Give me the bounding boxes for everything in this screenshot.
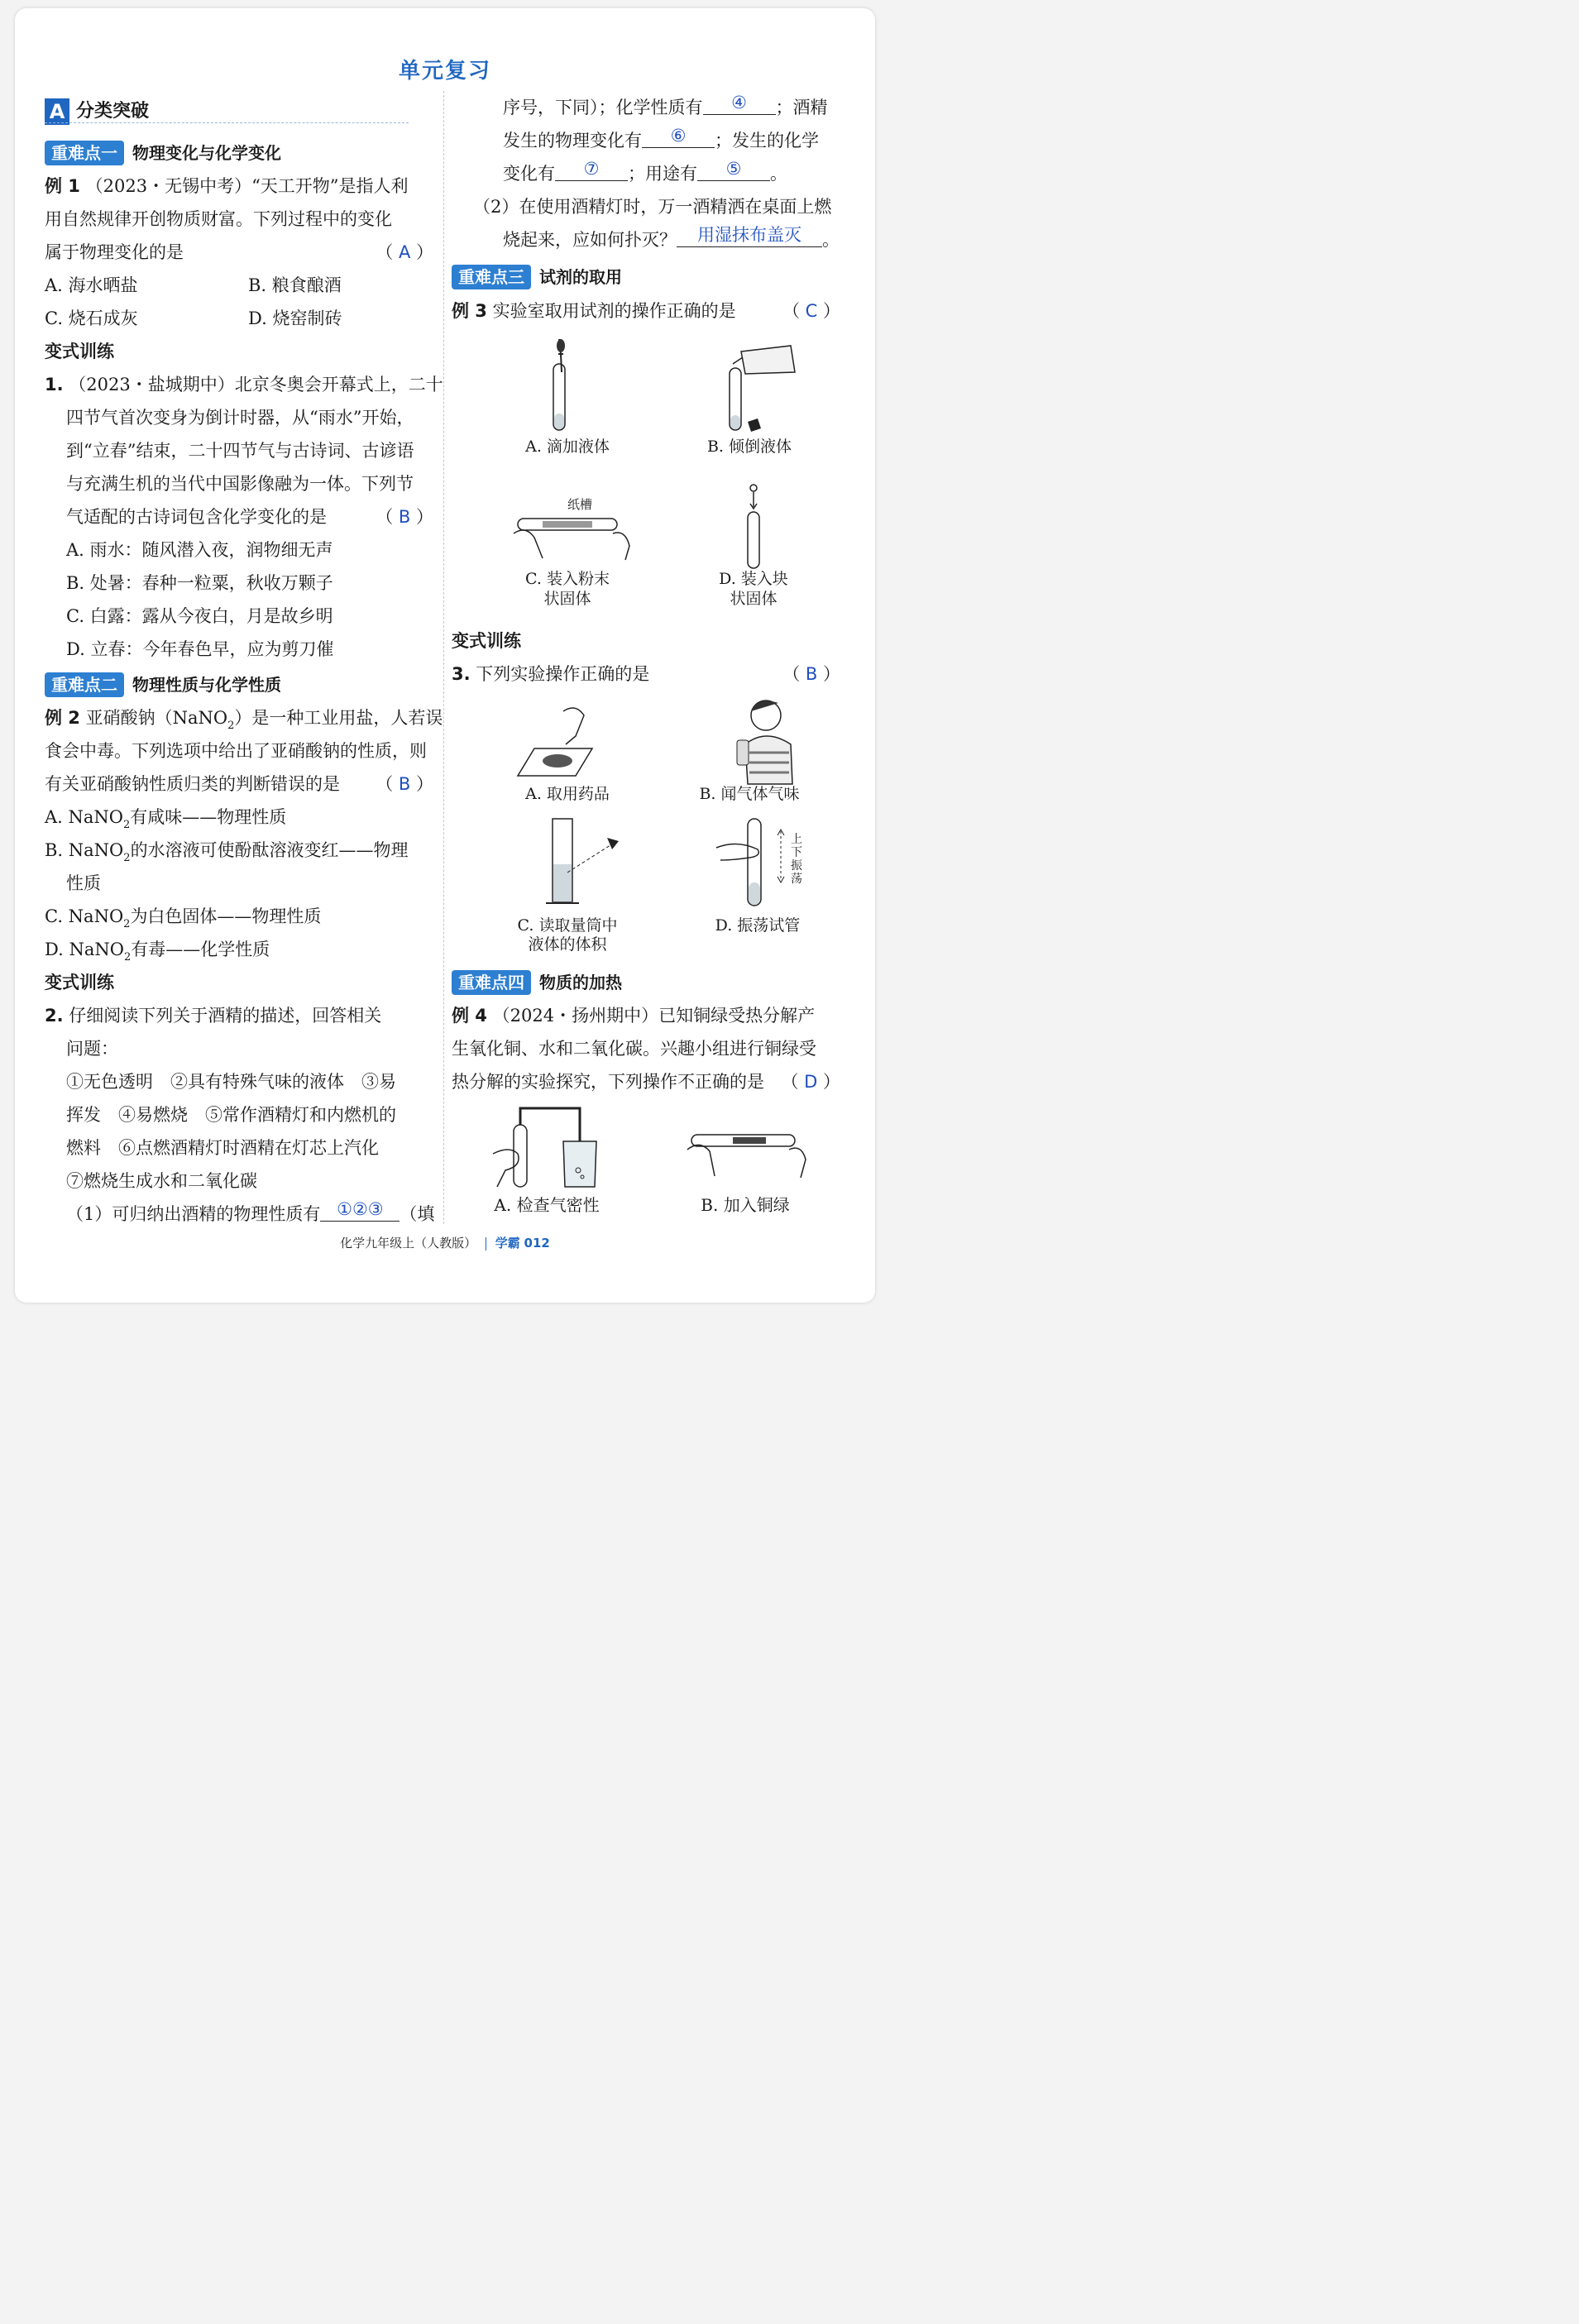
q1-option-a: A. 雨水：随风潜入夜，润物细无声 xyxy=(66,540,333,560)
q2-line1 xyxy=(45,999,381,1032)
ex1-line2: 用自然规律开创物质财富。下列过程中的变化 xyxy=(45,209,392,229)
ex1-option-b: B. 粮食酿酒 xyxy=(248,275,342,295)
q1-line5 xyxy=(66,500,433,533)
kp4-title: 物质的加热 xyxy=(539,973,622,992)
q3-fig-d-label-3: 振 xyxy=(791,859,802,873)
q3-fig-c-caption-2: 液体的体积 xyxy=(528,935,607,954)
ex2-d-post: 有毒——化学性质 xyxy=(131,940,270,959)
ex3-answer-bracket: （ C ） xyxy=(782,301,840,321)
q1-line3: 到“立春”结束，二十四节气与古诗词、古谚语 xyxy=(66,441,414,461)
ex2-label: 例 2 xyxy=(45,708,80,728)
q2-r2-answer: ⑥ xyxy=(642,124,715,148)
q3-fig-d-caption: D. 振荡试管 xyxy=(715,916,801,935)
ex2-c-post: 为白色固体——物理性质 xyxy=(130,906,322,926)
ex4-line3 xyxy=(452,1065,840,1098)
q2-r3-answer2: ⑤ xyxy=(697,157,770,181)
ex4-text1: （2024・扬州期中）已知铜绿受热分解产 xyxy=(492,1006,816,1026)
kp1-badge: 重难点一 xyxy=(45,141,124,165)
ex1-line1 xyxy=(45,170,409,203)
ex3-fig-c-caption-2: 状固体 xyxy=(543,590,591,608)
q1-num: 1. xyxy=(45,375,64,395)
q2-p2-post: 。 xyxy=(822,230,840,250)
ex2-c-sub: 2 xyxy=(123,918,131,930)
ex2-answer: B xyxy=(398,774,411,794)
q2-cont-line3 xyxy=(503,157,787,190)
q2-part2-line1: （2）在使用酒精灯时，万一酒精洒在桌面上燃 xyxy=(473,197,832,217)
ex3-fig-d-caption-2: 状固体 xyxy=(730,590,778,608)
ex4-label: 例 4 xyxy=(452,1006,487,1026)
ex1-option-d: D. 烧窑制砖 xyxy=(248,308,342,328)
ex2-option-d xyxy=(45,933,270,969)
kp2-badge: 重难点二 xyxy=(45,672,124,697)
q3-fig-d-label-2: 下 xyxy=(791,846,802,859)
train2-heading: 变式训练 xyxy=(45,973,114,992)
q3-fig-a-caption: A. 取用药品 xyxy=(525,785,610,803)
dropper-figure xyxy=(538,339,588,438)
q2-p1-pre: （1）可归纳出酒精的物理性质有 xyxy=(66,1204,321,1224)
q1-answer-bracket: （ B ） xyxy=(376,507,433,527)
q2-r3-answer1: ⑦ xyxy=(555,157,628,181)
ex2-line3 xyxy=(45,767,433,801)
q2-r2-post: ；发生的化学 xyxy=(715,131,819,151)
ex3-fig-c-caption-1: C. 装入粉末 xyxy=(525,570,610,588)
section-rule xyxy=(45,122,409,123)
ex2-l1-post: ）是一种工业用盐，人若误 xyxy=(234,708,443,728)
q2-r1-post: ；酒精 xyxy=(775,98,828,117)
q2-item-line4: ⑦燃烧生成水和二氧化碳 xyxy=(66,1171,257,1191)
q2-line2: 问题： xyxy=(66,1039,118,1059)
ex2-option-a xyxy=(45,801,286,837)
q3-num: 3. xyxy=(452,664,471,684)
ex1-option-c: C. 烧石成灰 xyxy=(45,308,138,328)
q2-cont-line2 xyxy=(503,124,819,157)
take-drug-figure xyxy=(518,703,609,777)
q2-part2-line2 xyxy=(503,223,840,256)
key-point-2 xyxy=(45,668,281,701)
q1-text5: 气适配的古诗词包含化学变化的是 xyxy=(66,507,327,527)
q1-answer: B xyxy=(398,507,411,527)
ex3-fig-b-caption: B. 倾倒液体 xyxy=(706,438,792,456)
q2-p2-answer: 用湿抹布盖灭 xyxy=(677,223,822,247)
ex2-line1 xyxy=(45,701,443,738)
section-header xyxy=(45,95,149,128)
q2-item-line2: 挥发 ④易燃烧 ⑤常作酒精灯和内燃机的 xyxy=(66,1105,396,1125)
ex2-a-sub: 2 xyxy=(123,819,131,831)
ex2-option-b xyxy=(45,834,409,870)
ex2-line2: 食会中毒。下列选项中给出了亚硝酸钠的性质，则 xyxy=(45,741,427,761)
ex2-option-b-cont: 性质 xyxy=(66,873,101,893)
ex2-option-c xyxy=(45,900,321,936)
q1-line2: 四节气首次变身为倒计时器，从“雨水”开始， xyxy=(66,408,414,428)
footer-brand: 学霸 xyxy=(495,1236,520,1250)
q2-r3-pre: 变化有 xyxy=(503,164,555,184)
ex4-fig-b-caption: B. 加入铜绿 xyxy=(701,1195,790,1215)
pouring-figure xyxy=(716,339,807,438)
ex1-line3 xyxy=(45,236,433,269)
q2-text1: 仔细阅读下列关于酒精的描述，回答相关 xyxy=(69,1006,382,1026)
kp4-badge: 重难点四 xyxy=(452,970,531,995)
ex1-option-a: A. 海水晒盐 xyxy=(45,275,138,295)
kp3-badge: 重难点三 xyxy=(452,265,531,289)
cylinder-figure xyxy=(534,815,625,910)
ex3-label: 例 3 xyxy=(452,301,487,321)
q2-p2-pre: 烧起来，应如何扑灭？ xyxy=(503,230,677,250)
q2-item-line3: 燃料 ⑥点燃酒精灯时酒精在灯芯上汽化 xyxy=(66,1138,379,1158)
q2-p1-post: （填 xyxy=(400,1204,435,1224)
column-divider xyxy=(443,91,444,1224)
section-label: 分类突破 xyxy=(76,101,150,122)
q3-line xyxy=(452,658,840,691)
ex3-line xyxy=(452,294,840,328)
ex4-answer: D xyxy=(804,1072,818,1092)
q2-cont-line1 xyxy=(503,91,828,124)
ex2-d-pre: D. NaNO xyxy=(45,940,124,959)
train1-heading: 变式训练 xyxy=(45,342,114,361)
key-point-3 xyxy=(452,261,622,294)
ex3-fig-d-caption-1: D. 装入块 xyxy=(719,570,788,588)
footer-page-number: 012 xyxy=(524,1236,550,1250)
kp3-title: 试剂的取用 xyxy=(539,267,622,287)
kp1-title: 物理变化与化学变化 xyxy=(132,143,281,163)
q3-fig-c-caption-1: C. 读取量筒中 xyxy=(517,916,618,935)
shake-tube-figure xyxy=(716,815,791,910)
q1-line4: 与充满生机的当代中国影像融为一体。下列节 xyxy=(66,474,414,494)
ex1-answer-bracket: （ A ） xyxy=(376,242,433,262)
ex1-text3: 属于物理变化的是 xyxy=(45,242,184,262)
ex3-fig-a-caption: A. 滴加液体 xyxy=(525,438,610,456)
ex4-fig-a-caption: A. 检查气密性 xyxy=(494,1195,600,1215)
ex4-line1 xyxy=(452,999,815,1032)
key-point-1 xyxy=(45,136,281,170)
ex1-answer: A xyxy=(398,242,411,262)
block-solid-figure xyxy=(737,484,770,571)
q1-option-b: B. 处暑：春种一粒粟，秋收万颗子 xyxy=(66,573,333,593)
q2-num: 2. xyxy=(45,1006,64,1026)
airtight-figure xyxy=(489,1104,605,1191)
footer xyxy=(15,1234,875,1251)
q2-r3-mid: ；用途有 xyxy=(628,164,697,184)
q3-answer-bracket: （ B ） xyxy=(782,664,840,684)
ex2-c-pre: C. NaNO xyxy=(45,906,124,926)
ex3-text: 实验室取用试剂的操作正确的是 xyxy=(492,301,736,321)
ex4-line2: 生氧化铜、水和二氧化碳。兴趣小组进行铜绿受 xyxy=(452,1039,816,1059)
q3-fig-d-label-4: 荡 xyxy=(791,873,802,886)
ex2-answer-bracket: （ B ） xyxy=(376,774,433,794)
ex2-l1-sub: 2 xyxy=(227,720,235,732)
q2-r1-answer: ④ xyxy=(703,91,776,115)
ex2-b-sub: 2 xyxy=(123,852,131,864)
q2-r3-post: 。 xyxy=(770,164,787,184)
q2-item-line1: ①无色透明 ②具有特殊气味的液体 ③易 xyxy=(66,1072,396,1092)
q3-fig-b-caption: B. 闻气体气味 xyxy=(699,785,800,803)
ex2-l1-pre: 亚硝酸钠（NaNO xyxy=(85,708,228,728)
ex2-a-post: 有咸味——物理性质 xyxy=(130,807,287,827)
q3-answer: B xyxy=(805,664,818,684)
q1-text1: （2023・盐城期中）北京冬奥会开幕式上，二十 xyxy=(69,375,443,395)
ex4-text3: 热分解的实验探究，下列操作不正确的是 xyxy=(452,1072,764,1092)
page xyxy=(15,8,875,1303)
ex4-answer-bracket: （ D ） xyxy=(781,1072,840,1092)
add-copper-figure xyxy=(683,1117,807,1183)
q3-text: 下列实验操作正确的是 xyxy=(476,664,650,684)
smell-gas-figure xyxy=(725,695,799,786)
ex2-d-sub: 2 xyxy=(123,951,132,964)
ex1-text1: （2023・无锡中考）“天工开物”是指人利 xyxy=(85,176,409,196)
footer-book: 化学九年级上（人教版） xyxy=(340,1236,477,1250)
q2-r1-pre: 序号，下同）；化学性质有 xyxy=(503,98,703,117)
ex3-fig-c-label: 纸槽 xyxy=(567,497,593,512)
ex1-label: 例 1 xyxy=(45,176,80,196)
page-title: 单元复习 xyxy=(398,59,491,84)
q2-p1-answer: ①②③ xyxy=(320,1198,400,1222)
ex3-answer: C xyxy=(805,301,818,321)
ex2-b-post: 的水溶液可使酚酞溶液变红——物理 xyxy=(130,840,409,860)
ex2-b-pre: B. NaNO xyxy=(45,840,124,860)
q3-fig-d-label-1: 上 xyxy=(791,833,802,846)
q1-option-c: C. 白露：露从今夜白，月是故乡明 xyxy=(66,606,333,626)
q1-option-d: D. 立春：今年春色早，应为剪刀催 xyxy=(66,639,334,659)
q1-line1 xyxy=(45,368,443,401)
q2-part1 xyxy=(66,1198,434,1231)
q2-r2-pre: 发生的物理变化有 xyxy=(503,131,642,151)
train3-heading: 变式训练 xyxy=(452,631,521,651)
ex2-a-pre: A. NaNO xyxy=(45,807,124,827)
key-point-4 xyxy=(452,966,622,999)
kp2-title: 物理性质与化学性质 xyxy=(132,675,281,695)
ex2-text3: 有关亚硝酸钠性质归类的判断错误的是 xyxy=(45,774,340,794)
section-letter: A xyxy=(45,98,69,125)
